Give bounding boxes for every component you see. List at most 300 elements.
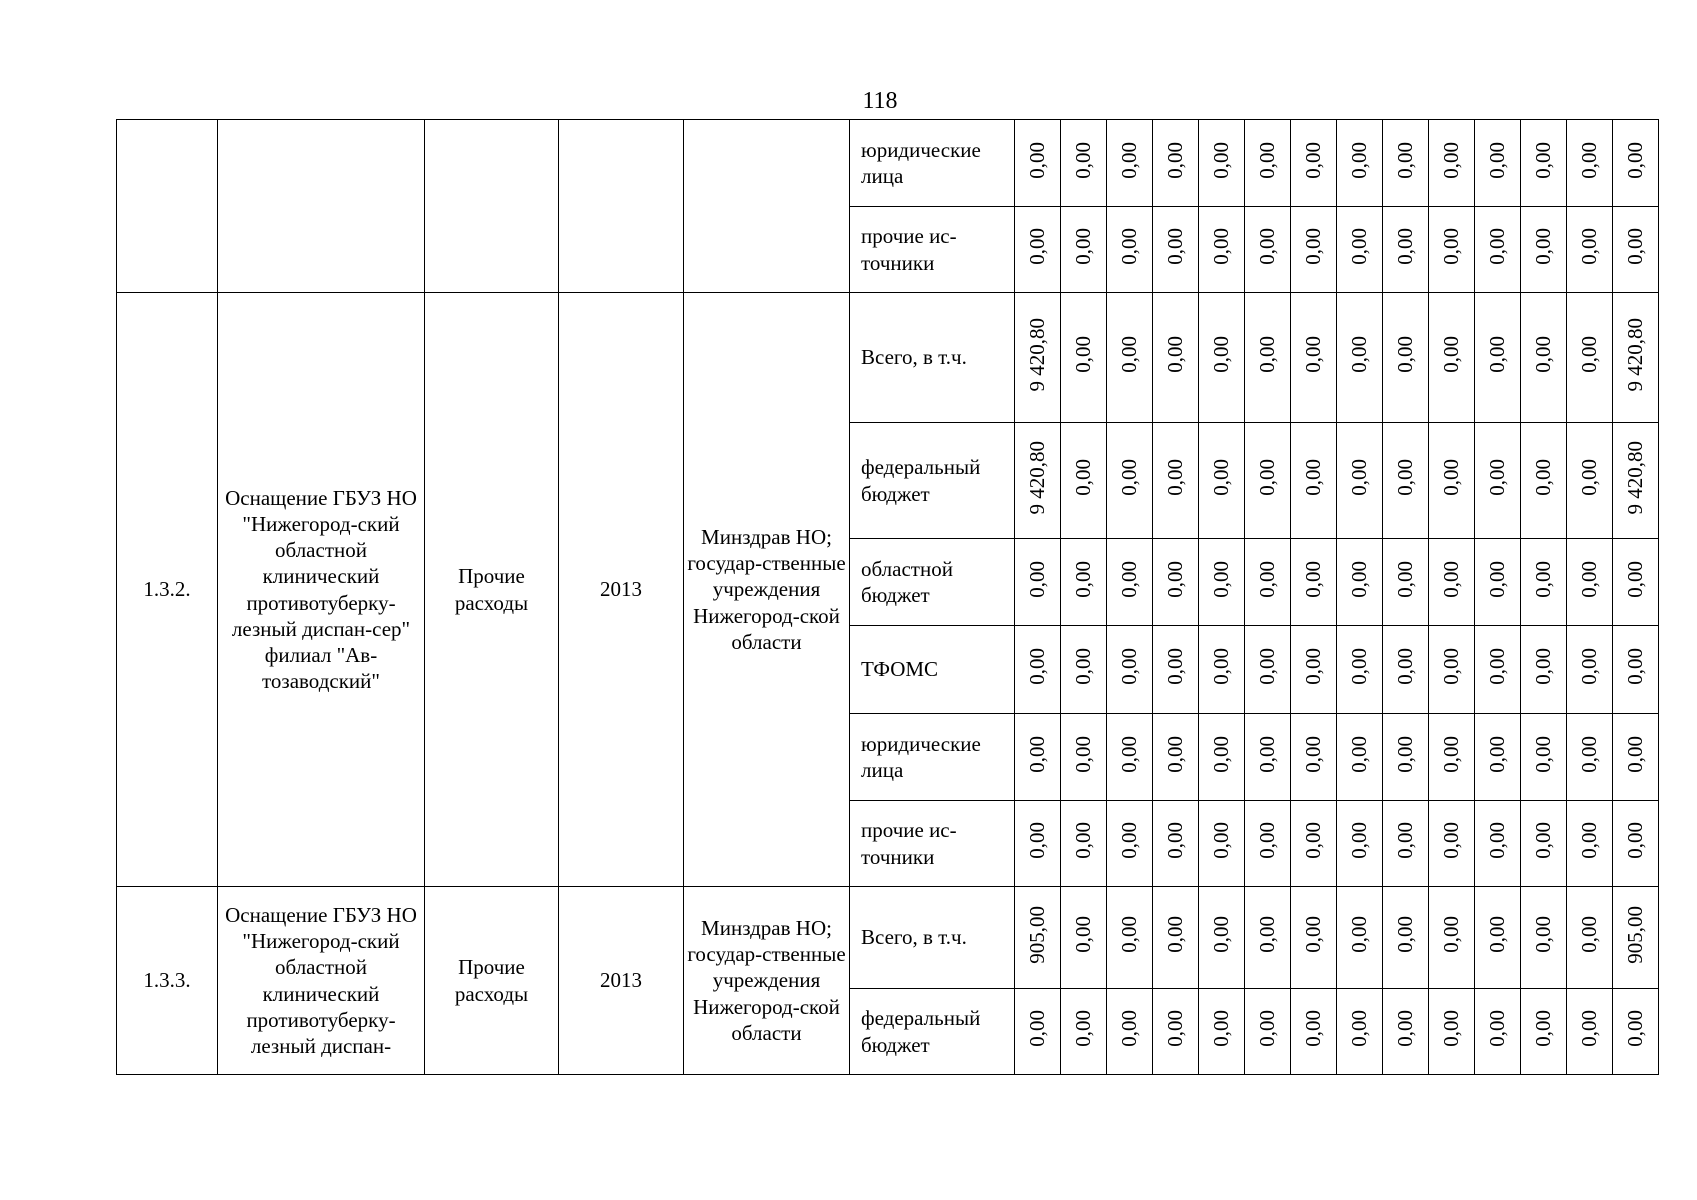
value-cell xyxy=(1291,207,1337,293)
value-text: 0,00 xyxy=(1255,1010,1280,1047)
year-cell: 2013 xyxy=(559,887,684,1075)
value-cell xyxy=(1337,207,1383,293)
value-text: 0,00 xyxy=(1623,228,1648,265)
value-cell xyxy=(1107,423,1153,539)
value-cell xyxy=(1245,714,1291,801)
value-cell xyxy=(1199,207,1245,293)
value-text: 0,00 xyxy=(1439,822,1464,859)
value-cell xyxy=(1337,423,1383,539)
value-text: 0,00 xyxy=(1577,560,1602,598)
value-text: 0,00 xyxy=(1209,336,1234,373)
value-text: 0,00 xyxy=(1071,336,1096,373)
value-text: 0,00 xyxy=(1025,1010,1050,1047)
value-text: 0,00 xyxy=(1301,228,1326,265)
value-text: 0,00 xyxy=(1439,560,1464,598)
value-text: 0,00 xyxy=(1255,916,1280,953)
value-cell xyxy=(1567,887,1613,989)
value-cell xyxy=(1199,423,1245,539)
value-text: 905,00 xyxy=(1623,905,1648,964)
value-cell xyxy=(1521,539,1567,626)
value-cell xyxy=(1475,120,1521,207)
value-cell xyxy=(1337,714,1383,801)
value-cell xyxy=(1567,714,1613,801)
value-text: 0,00 xyxy=(1393,916,1418,953)
funding-source-cell: Всего, в т.ч. xyxy=(850,887,1015,989)
value-cell xyxy=(1521,293,1567,423)
value-cell xyxy=(1245,120,1291,207)
value-cell xyxy=(1015,801,1061,887)
value-text: 0,00 xyxy=(1577,459,1602,496)
value-cell xyxy=(1475,887,1521,989)
value-text: 0,00 xyxy=(1209,459,1234,496)
value-cell xyxy=(1567,207,1613,293)
value-cell xyxy=(1567,626,1613,714)
value-text: 0,00 xyxy=(1071,822,1096,859)
measure-name-cell: Оснащение ГБУЗ НО "Нижегород-ский областной клинический противотуберку-лезный диспан-сер" филиал "Ав-тозаводский" xyxy=(218,293,425,887)
value-cell xyxy=(1291,120,1337,207)
value-text: 0,00 xyxy=(1025,822,1050,859)
value-cell xyxy=(1199,714,1245,801)
value-text: 0,00 xyxy=(1255,648,1280,685)
executor-cell: Минздрав НО; государ-ственные учреждения Нижегород-ской области xyxy=(684,293,850,887)
value-text: 0,00 xyxy=(1301,648,1326,685)
value-text: 0,00 xyxy=(1163,648,1188,685)
value-cell xyxy=(1015,120,1061,207)
value-text: 0,00 xyxy=(1117,228,1142,265)
value-cell xyxy=(1153,423,1199,539)
value-text: 0,00 xyxy=(1485,336,1510,373)
value-cell xyxy=(1199,801,1245,887)
row-number-cell: 1.3.2. xyxy=(117,293,218,887)
value-text: 0,00 xyxy=(1623,560,1648,598)
value-text: 0,00 xyxy=(1393,560,1418,598)
value-text: 0,00 xyxy=(1209,916,1234,953)
value-cell xyxy=(1153,539,1199,626)
value-text: 0,00 xyxy=(1301,336,1326,373)
value-cell xyxy=(1061,423,1107,539)
value-cell xyxy=(1245,801,1291,887)
value-text: 9 420,80 xyxy=(1623,440,1648,515)
value-cell xyxy=(1521,714,1567,801)
value-text: 0,00 xyxy=(1163,141,1188,179)
value-cell xyxy=(1567,801,1613,887)
value-cell xyxy=(1613,989,1659,1075)
value-cell xyxy=(1061,120,1107,207)
value-cell xyxy=(1245,293,1291,423)
value-text: 0,00 xyxy=(1393,228,1418,265)
measure-name-cell xyxy=(218,120,425,293)
value-cell xyxy=(1429,207,1475,293)
value-text: 0,00 xyxy=(1071,735,1096,773)
value-cell xyxy=(1153,293,1199,423)
value-text: 0,00 xyxy=(1531,560,1556,598)
value-text: 0,00 xyxy=(1117,560,1142,598)
value-text: 0,00 xyxy=(1439,1010,1464,1047)
value-cell xyxy=(1291,626,1337,714)
value-cell xyxy=(1521,989,1567,1075)
value-text: 0,00 xyxy=(1255,336,1280,373)
value-text: 0,00 xyxy=(1025,560,1050,598)
value-cell xyxy=(1291,801,1337,887)
value-cell xyxy=(1291,539,1337,626)
value-cell xyxy=(1291,714,1337,801)
value-text: 0,00 xyxy=(1209,560,1234,598)
value-cell xyxy=(1199,887,1245,989)
value-text: 0,00 xyxy=(1347,735,1372,773)
value-cell xyxy=(1383,714,1429,801)
value-text: 0,00 xyxy=(1255,560,1280,598)
value-cell xyxy=(1521,801,1567,887)
value-cell xyxy=(1521,207,1567,293)
row-number-cell: 1.3.3. xyxy=(117,887,218,1075)
value-cell xyxy=(1337,293,1383,423)
value-cell xyxy=(1291,293,1337,423)
value-text: 0,00 xyxy=(1117,916,1142,953)
value-text: 0,00 xyxy=(1439,228,1464,265)
value-text: 0,00 xyxy=(1393,1010,1418,1047)
value-text: 0,00 xyxy=(1485,459,1510,496)
value-cell xyxy=(1015,989,1061,1075)
value-text: 0,00 xyxy=(1301,822,1326,859)
value-cell xyxy=(1475,626,1521,714)
value-text: 905,00 xyxy=(1025,905,1050,964)
value-text: 0,00 xyxy=(1531,141,1556,179)
value-text: 0,00 xyxy=(1485,560,1510,598)
value-text: 0,00 xyxy=(1485,1010,1510,1047)
funding-source-cell: федеральный бюджет xyxy=(850,423,1015,539)
value-text: 0,00 xyxy=(1485,822,1510,859)
value-text: 0,00 xyxy=(1025,648,1050,685)
value-text: 0,00 xyxy=(1117,822,1142,859)
value-cell xyxy=(1613,801,1659,887)
value-text: 0,00 xyxy=(1347,822,1372,859)
value-cell xyxy=(1383,207,1429,293)
funding-source-cell: федеральный бюджет xyxy=(850,989,1015,1075)
value-text: 0,00 xyxy=(1209,735,1234,773)
value-cell xyxy=(1015,539,1061,626)
value-text: 0,00 xyxy=(1623,735,1648,773)
value-cell xyxy=(1429,423,1475,539)
value-text: 0,00 xyxy=(1071,228,1096,265)
value-cell xyxy=(1383,989,1429,1075)
value-cell xyxy=(1521,423,1567,539)
value-cell xyxy=(1291,989,1337,1075)
value-cell xyxy=(1429,120,1475,207)
value-cell xyxy=(1061,626,1107,714)
value-text: 0,00 xyxy=(1485,228,1510,265)
value-cell xyxy=(1061,293,1107,423)
value-text: 9 420,80 xyxy=(1623,317,1648,392)
value-cell xyxy=(1613,714,1659,801)
value-cell xyxy=(1015,293,1061,423)
value-text: 0,00 xyxy=(1117,459,1142,496)
value-cell xyxy=(1245,989,1291,1075)
value-cell xyxy=(1107,989,1153,1075)
value-text: 0,00 xyxy=(1117,735,1142,773)
value-text: 0,00 xyxy=(1439,916,1464,953)
value-text: 0,00 xyxy=(1623,141,1648,179)
executor-cell: Минздрав НО; государ-ственные учреждения Нижегород-ской области xyxy=(684,887,850,1075)
value-cell xyxy=(1613,207,1659,293)
table-row xyxy=(117,120,1659,207)
value-cell xyxy=(1429,887,1475,989)
value-cell xyxy=(1337,539,1383,626)
value-text: 0,00 xyxy=(1301,735,1326,773)
value-text: 0,00 xyxy=(1347,648,1372,685)
value-text: 0,00 xyxy=(1163,459,1188,496)
funding-source-cell: прочие ис-точники xyxy=(850,207,1015,293)
value-text: 0,00 xyxy=(1531,735,1556,773)
value-text: 0,00 xyxy=(1301,560,1326,598)
value-text: 0,00 xyxy=(1209,1010,1234,1047)
value-text: 0,00 xyxy=(1531,228,1556,265)
value-text: 0,00 xyxy=(1117,648,1142,685)
value-text: 0,00 xyxy=(1163,336,1188,373)
value-cell xyxy=(1429,801,1475,887)
value-cell xyxy=(1383,626,1429,714)
value-text: 0,00 xyxy=(1393,648,1418,685)
value-text: 0,00 xyxy=(1071,459,1096,496)
value-text: 0,00 xyxy=(1163,1010,1188,1047)
value-cell xyxy=(1153,207,1199,293)
value-cell xyxy=(1337,626,1383,714)
value-cell xyxy=(1567,989,1613,1075)
value-text: 0,00 xyxy=(1485,648,1510,685)
value-cell xyxy=(1337,989,1383,1075)
value-text: 0,00 xyxy=(1209,228,1234,265)
value-text: 0,00 xyxy=(1577,336,1602,373)
value-text: 0,00 xyxy=(1117,141,1142,179)
expense-type-cell xyxy=(425,120,559,293)
value-cell xyxy=(1613,626,1659,714)
value-cell xyxy=(1475,539,1521,626)
funding-source-cell: прочие ис-точники xyxy=(850,801,1015,887)
value-cell xyxy=(1337,120,1383,207)
value-text: 0,00 xyxy=(1071,1010,1096,1047)
value-text: 0,00 xyxy=(1163,916,1188,953)
value-cell xyxy=(1199,120,1245,207)
value-cell xyxy=(1383,539,1429,626)
value-cell xyxy=(1475,801,1521,887)
value-cell xyxy=(1199,539,1245,626)
value-text: 9 420,80 xyxy=(1025,440,1050,515)
value-text: 0,00 xyxy=(1209,648,1234,685)
value-text: 0,00 xyxy=(1071,560,1096,598)
value-text: 0,00 xyxy=(1531,336,1556,373)
value-cell xyxy=(1061,989,1107,1075)
value-cell xyxy=(1107,207,1153,293)
value-cell xyxy=(1291,887,1337,989)
value-text: 0,00 xyxy=(1301,459,1326,496)
value-cell xyxy=(1475,207,1521,293)
value-cell xyxy=(1613,887,1659,989)
value-cell xyxy=(1061,801,1107,887)
value-cell xyxy=(1291,423,1337,539)
value-text: 0,00 xyxy=(1301,141,1326,179)
value-text: 0,00 xyxy=(1301,1010,1326,1047)
funding-source-cell: юридические лица xyxy=(850,120,1015,207)
value-text: 0,00 xyxy=(1439,141,1464,179)
value-text: 0,00 xyxy=(1071,916,1096,953)
value-text: 0,00 xyxy=(1347,336,1372,373)
value-cell xyxy=(1613,293,1659,423)
value-text: 0,00 xyxy=(1439,648,1464,685)
year-cell: 2013 xyxy=(559,293,684,887)
value-text: 0,00 xyxy=(1577,228,1602,265)
value-cell xyxy=(1153,120,1199,207)
value-text: 0,00 xyxy=(1485,141,1510,179)
measure-name-cell: Оснащение ГБУЗ НО "Нижегород-ский областной клинический противотуберку-лезный диспан- xyxy=(218,887,425,1075)
value-cell xyxy=(1521,887,1567,989)
value-cell xyxy=(1245,207,1291,293)
value-cell xyxy=(1613,120,1659,207)
value-cell xyxy=(1245,887,1291,989)
executor-cell xyxy=(684,120,850,293)
value-cell xyxy=(1107,539,1153,626)
value-cell xyxy=(1153,989,1199,1075)
value-cell xyxy=(1107,887,1153,989)
value-text: 0,00 xyxy=(1577,648,1602,685)
funding-source-cell: Всего, в т.ч. xyxy=(850,293,1015,423)
value-text: 0,00 xyxy=(1347,1010,1372,1047)
value-cell xyxy=(1153,887,1199,989)
value-cell xyxy=(1015,423,1061,539)
value-text: 0,00 xyxy=(1393,141,1418,179)
value-text: 0,00 xyxy=(1025,735,1050,773)
value-cell xyxy=(1429,626,1475,714)
value-cell xyxy=(1061,887,1107,989)
value-cell xyxy=(1199,989,1245,1075)
value-text: 0,00 xyxy=(1163,822,1188,859)
value-text: 0,00 xyxy=(1439,336,1464,373)
value-text: 0,00 xyxy=(1531,822,1556,859)
value-text: 0,00 xyxy=(1163,560,1188,598)
row-number-cell xyxy=(117,120,218,293)
value-cell xyxy=(1107,714,1153,801)
value-cell xyxy=(1245,423,1291,539)
value-text: 0,00 xyxy=(1577,822,1602,859)
value-cell xyxy=(1567,539,1613,626)
year-cell xyxy=(559,120,684,293)
value-text: 0,00 xyxy=(1485,735,1510,773)
value-cell xyxy=(1383,887,1429,989)
funding-source-cell: областной бюджет xyxy=(850,539,1015,626)
value-text: 9 420,80 xyxy=(1025,317,1050,392)
value-cell xyxy=(1337,887,1383,989)
value-cell xyxy=(1613,539,1659,626)
value-cell xyxy=(1107,293,1153,423)
expense-type-cell: Прочие расходы xyxy=(425,293,559,887)
value-text: 0,00 xyxy=(1439,735,1464,773)
value-cell xyxy=(1245,626,1291,714)
value-cell xyxy=(1337,801,1383,887)
value-text: 0,00 xyxy=(1393,336,1418,373)
value-text: 0,00 xyxy=(1255,822,1280,859)
value-text: 0,00 xyxy=(1531,648,1556,685)
value-text: 0,00 xyxy=(1439,459,1464,496)
table-row xyxy=(117,887,1659,989)
expense-type-cell: Прочие расходы xyxy=(425,887,559,1075)
value-cell xyxy=(1475,989,1521,1075)
value-cell xyxy=(1199,626,1245,714)
value-text: 0,00 xyxy=(1071,648,1096,685)
value-cell xyxy=(1107,801,1153,887)
value-cell xyxy=(1429,539,1475,626)
value-text: 0,00 xyxy=(1393,822,1418,859)
value-cell xyxy=(1199,293,1245,423)
value-text: 0,00 xyxy=(1623,1010,1648,1047)
value-cell xyxy=(1429,989,1475,1075)
value-cell xyxy=(1383,120,1429,207)
funding-source-cell: юридические лица xyxy=(850,714,1015,801)
value-text: 0,00 xyxy=(1347,560,1372,598)
value-cell xyxy=(1429,293,1475,423)
value-text: 0,00 xyxy=(1531,1010,1556,1047)
value-cell xyxy=(1383,423,1429,539)
value-cell xyxy=(1475,423,1521,539)
value-cell xyxy=(1107,626,1153,714)
value-text: 0,00 xyxy=(1209,141,1234,179)
value-text: 0,00 xyxy=(1623,648,1648,685)
value-cell xyxy=(1061,207,1107,293)
value-text: 0,00 xyxy=(1577,1010,1602,1047)
value-cell xyxy=(1383,801,1429,887)
value-cell xyxy=(1015,714,1061,801)
value-text: 0,00 xyxy=(1347,916,1372,953)
value-text: 0,00 xyxy=(1071,141,1096,179)
value-text: 0,00 xyxy=(1255,141,1280,179)
value-text: 0,00 xyxy=(1209,822,1234,859)
page-number: 118 xyxy=(862,88,898,114)
value-text: 0,00 xyxy=(1347,141,1372,179)
value-text: 0,00 xyxy=(1025,228,1050,265)
value-text: 0,00 xyxy=(1531,459,1556,496)
value-text: 0,00 xyxy=(1163,228,1188,265)
value-text: 0,00 xyxy=(1255,228,1280,265)
value-text: 0,00 xyxy=(1577,141,1602,179)
value-cell xyxy=(1153,626,1199,714)
value-text: 0,00 xyxy=(1577,735,1602,773)
value-text: 0,00 xyxy=(1025,141,1050,179)
value-cell xyxy=(1429,714,1475,801)
value-text: 0,00 xyxy=(1393,735,1418,773)
budget-table xyxy=(116,119,1659,1075)
value-cell xyxy=(1567,293,1613,423)
value-cell xyxy=(1383,293,1429,423)
value-cell xyxy=(1015,887,1061,989)
value-text: 0,00 xyxy=(1255,735,1280,773)
value-cell xyxy=(1107,120,1153,207)
value-text: 0,00 xyxy=(1117,1010,1142,1047)
value-text: 0,00 xyxy=(1117,336,1142,373)
value-cell xyxy=(1475,293,1521,423)
value-cell xyxy=(1567,120,1613,207)
value-cell xyxy=(1475,714,1521,801)
value-cell xyxy=(1153,801,1199,887)
value-cell xyxy=(1521,120,1567,207)
value-text: 0,00 xyxy=(1485,916,1510,953)
value-text: 0,00 xyxy=(1163,735,1188,773)
value-cell xyxy=(1153,714,1199,801)
value-text: 0,00 xyxy=(1347,228,1372,265)
value-cell xyxy=(1061,539,1107,626)
value-cell xyxy=(1567,423,1613,539)
value-cell xyxy=(1521,626,1567,714)
value-cell xyxy=(1015,626,1061,714)
value-text: 0,00 xyxy=(1531,916,1556,953)
value-text: 0,00 xyxy=(1255,459,1280,496)
value-cell xyxy=(1245,539,1291,626)
